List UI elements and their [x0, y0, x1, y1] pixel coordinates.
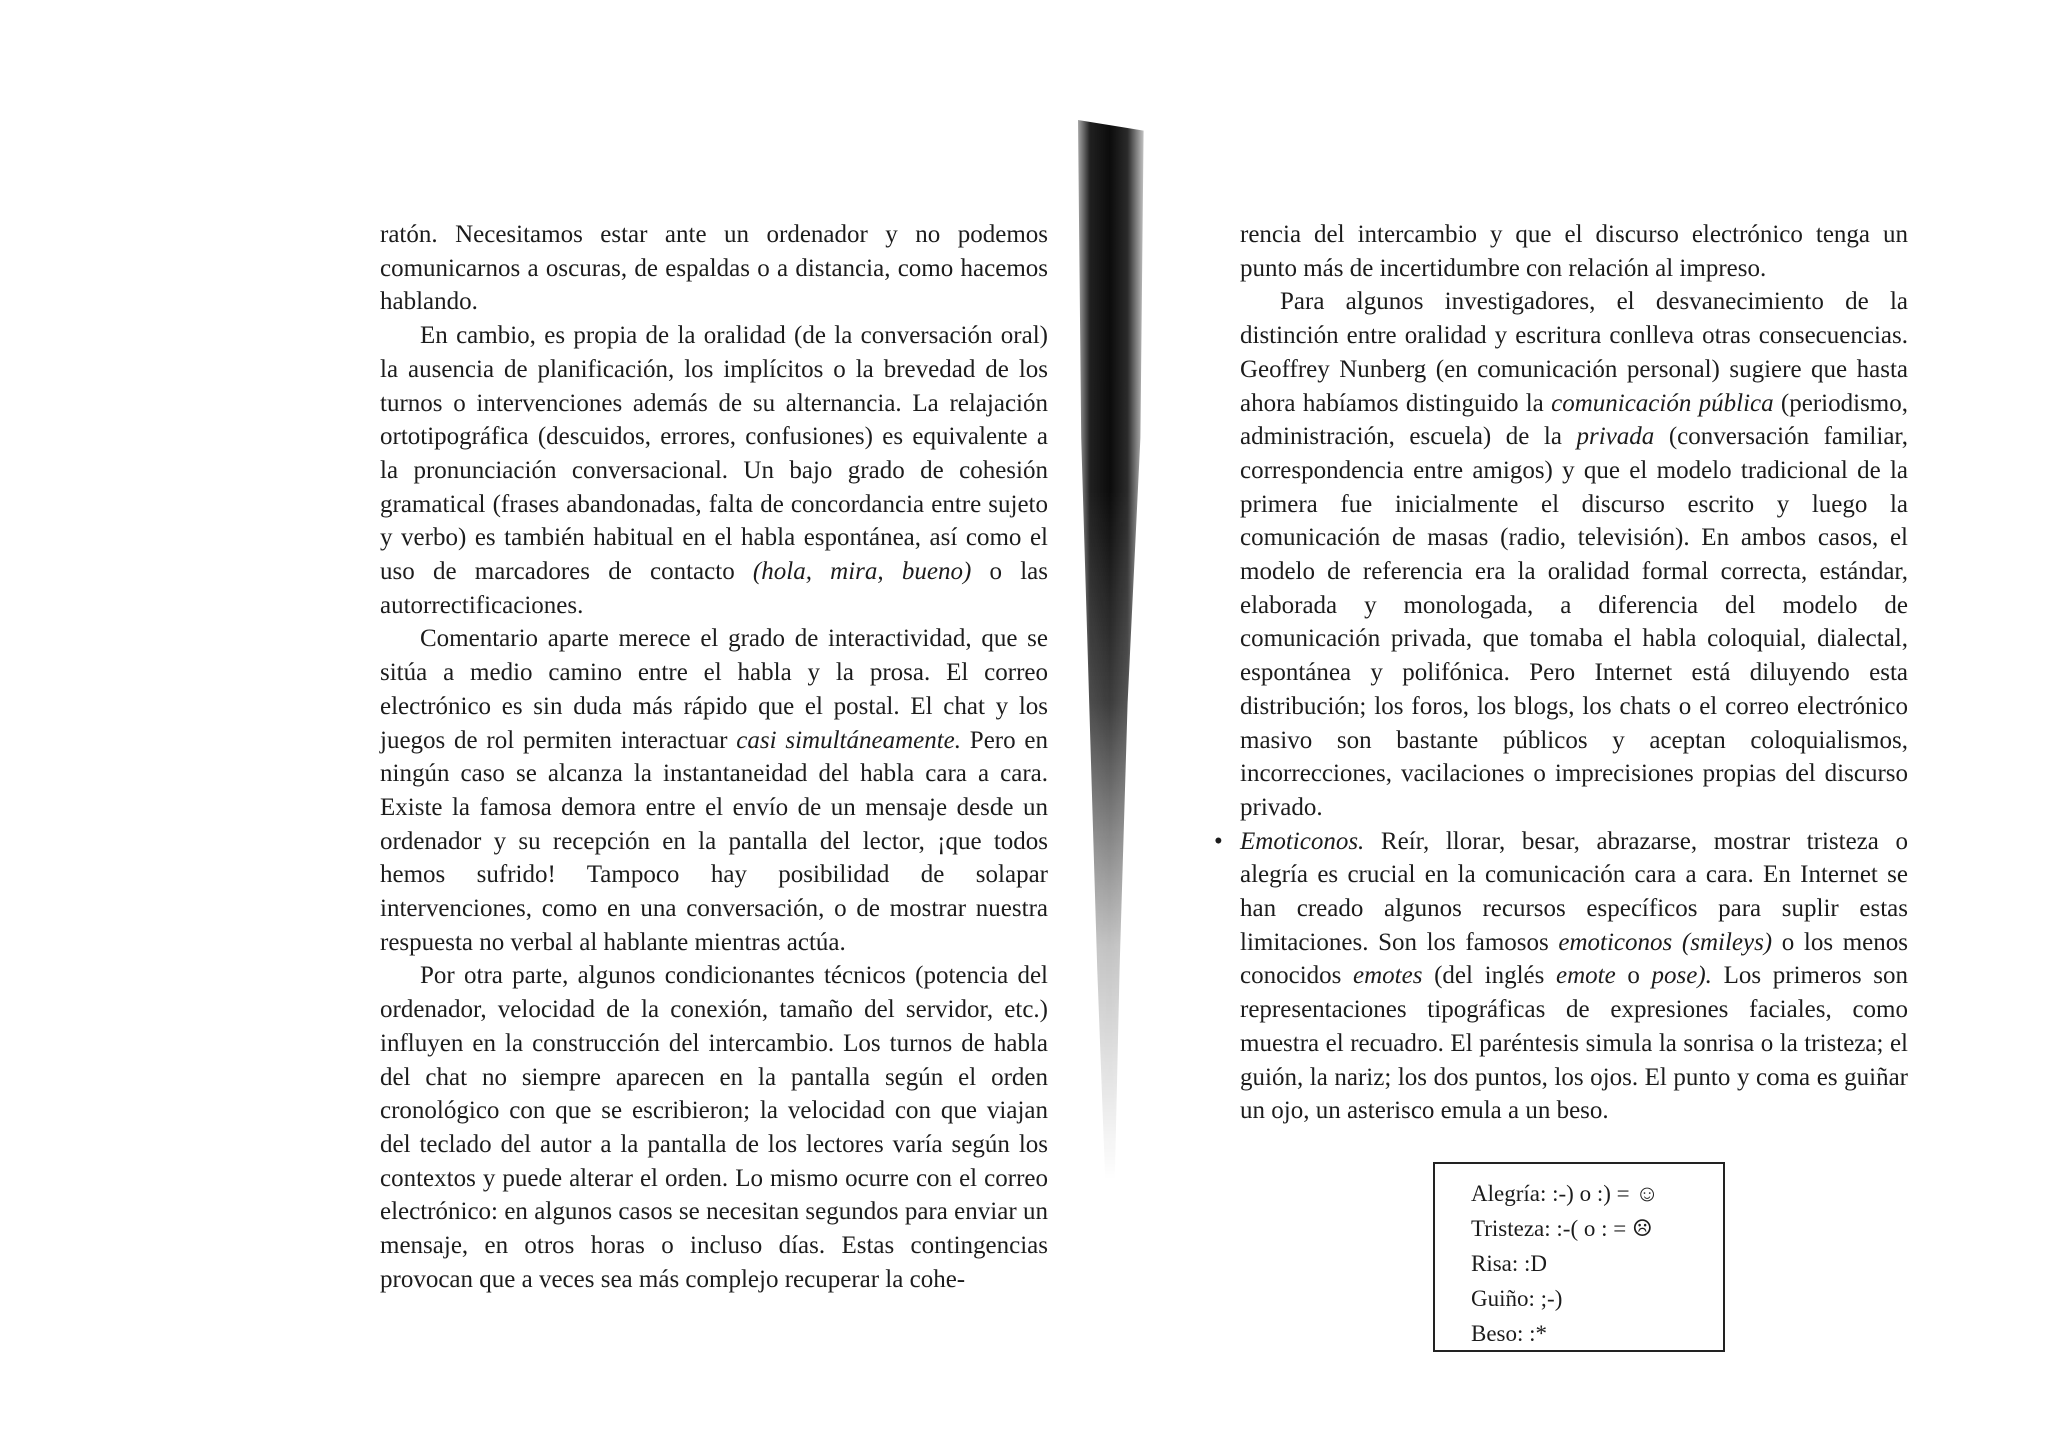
emoticon-row-alegria: Alegría: :-) o :) = ☺: [1471, 1181, 1659, 1206]
bullet-italic-5: pose).: [1651, 962, 1712, 990]
left-page: [380, 218, 1048, 1297]
right-paragraph-2: [1240, 285, 1908, 824]
emoticon-row-risa: Risa: :D: [1471, 1251, 1548, 1276]
emoticon-row-guino: Guiño: ;-): [1471, 1286, 1563, 1311]
emoticon-table-box: [1433, 1162, 1725, 1352]
bullet-text-1: Reír, llorar, besar, abrazarse, mostrar tristeza o alegría es crucial en la comunicación cara a cara. En Internet se han creado algunos recursos específicos para suplir estas limitaciones. Son los famosos: [1240, 827, 1908, 956]
left-paragraph-2: [380, 319, 1048, 622]
emoticon-row-tristeza: Tristeza: :-( o : = ☹: [1471, 1216, 1653, 1241]
left-p2-text-a: En cambio, es propia de la oralidad (de la conversación oral) la ausencia de planificación, los implícitos o la brevedad de los turnos o intervenciones además de su alternancia. La relajación ortotipográfica (descuidos, errores, confusiones) es equivalente a la pronunciación conversacional. Un bajo grado de cohesión gramatical (frases abandonadas, falta de concordancia entre sujeto y verbo) es también habitual en el habla espontánea, así como el uso de marcadores de contacto: [380, 322, 1048, 586]
left-p2-italic: (hola, mira, bueno): [752, 558, 972, 586]
bullet-heading: Emoticonos.: [1240, 827, 1365, 855]
bullet-text-2: o los menos conocidos: [1240, 928, 1908, 990]
gutter-shadow: [1070, 120, 1150, 1180]
bullet-dot-icon: •: [1214, 827, 1223, 855]
emoticons-bullet-item: [1214, 825, 1908, 1128]
left-p2-text-b: o las autorrectificaciones.: [380, 558, 1049, 619]
left-p4-text: Por otra parte, algunos condicionantes técnicos (potencia del ordenador, velocidad de la conexión, tamaño del servidor, etc.) influyen en la construcción del intercambio. Los turnos de habla del chat no siempre aparecen en la pantalla según el orden cronológico con que se escribieron; la velocidad con que viajan del teclado del autor a la pantalla de los lectores varía según los contextos y puede alterar el orden. Lo mismo ocurre con el correo electrónico: en algunos casos se necesitan segundos para enviar un mensaje, en otros horas o incluso días. Estas contingencias provocan que a veces sea más complejo recuperar la cohe-: [380, 962, 1048, 1293]
right-p2-italic-1: comunicación pública: [1551, 389, 1774, 417]
right-paragraph-1: [1240, 218, 1908, 285]
left-p3-text-b: Pero en ningún caso se alcanza la instantaneidad del habla cara a cara. Existe la famosa demora entre el envío de un mensaje desde un ordenador y su recepción en la pantalla del lector, ¡que todos hemos sufrido! Tampoco hay posibilidad de solapar intervenciones, como en una conversación, o de mostrar nuestra respuesta no verbal al hablante mientras actúa.: [380, 726, 1049, 956]
right-p2-text-b: (periodismo, administración, escuela) de la: [1240, 389, 1908, 451]
left-paragraph-4: [380, 959, 1048, 1296]
right-p1-text: rencia del intercambio y que el discurso electrónico tenga un punto más de incertidumbre con relación al impreso.: [1240, 221, 1908, 282]
right-page: [1214, 218, 1908, 1128]
bullet-italic-2: emoticonos (smileys): [1558, 928, 1773, 956]
emoticon-row-beso: Beso: :*: [1471, 1321, 1548, 1346]
bullet-italic-4: emote: [1556, 962, 1616, 990]
left-p3-italic: casi simultáneamente.: [736, 726, 962, 754]
right-p2-text-c: (conversación familiar, correspondencia entre amigos) y que el modelo tradicional de la primera fue inicialmente el discurso escrito y luego la comunicación de masas (radio, televisión). En ambos casos, el modelo de referencia era la oralidad formal correcta, estándar, elaborada y monologada, a diferencia del modelo de comunicación privada, que tomaba el habla coloquial, dialectal, espontánea y polifónica. Pero Internet está diluyendo esta distribución; los foros, los blogs, los chats o el correo electrónico masivo son bastante públicos y aceptan coloquialismos, incorrecciones, vacilaciones o imprecisiones propias del discurso privado.: [1240, 423, 1908, 821]
bullet-text-5: Los primeros son representaciones tipográficas de expresiones faciales, como muestra el recuadro. El paréntesis simula la sonrisa o la tristeza; el guión, la nariz; los dos puntos, los ojos. El punto y coma es guiñar un ojo, un asterisco emula a un beso.: [1240, 962, 1908, 1125]
left-paragraph-3: [380, 622, 1048, 959]
left-paragraph-1: [380, 218, 1048, 319]
left-p1-text: ratón. Necesitamos estar ante un ordenador y no podemos comunicarnos a oscuras, de espaldas o a distancia, como hacemos hablando.: [380, 221, 1048, 316]
bullet-text-4: o: [1615, 962, 1652, 990]
bullet-text-3: (del inglés: [1422, 962, 1557, 990]
left-p3-text-a: Comentario aparte merece el grado de interactividad, que se sitúa a medio camino entre el habla y la prosa. El correo electrónico es sin duda más rápido que el postal. El chat y los juegos de rol permiten interactuar: [380, 625, 1048, 754]
right-p2-text-a: Para algunos investigadores, el desvanecimiento de la distinción entre oralidad y escritura conlleva otras consecuencias. Geoffrey Nunberg (en comunicación personal) sugiere que hasta ahora habíamos distinguido la: [1240, 288, 1908, 417]
right-p2-italic-2: privada: [1576, 423, 1655, 451]
bullet-italic-3: emotes: [1353, 962, 1423, 990]
